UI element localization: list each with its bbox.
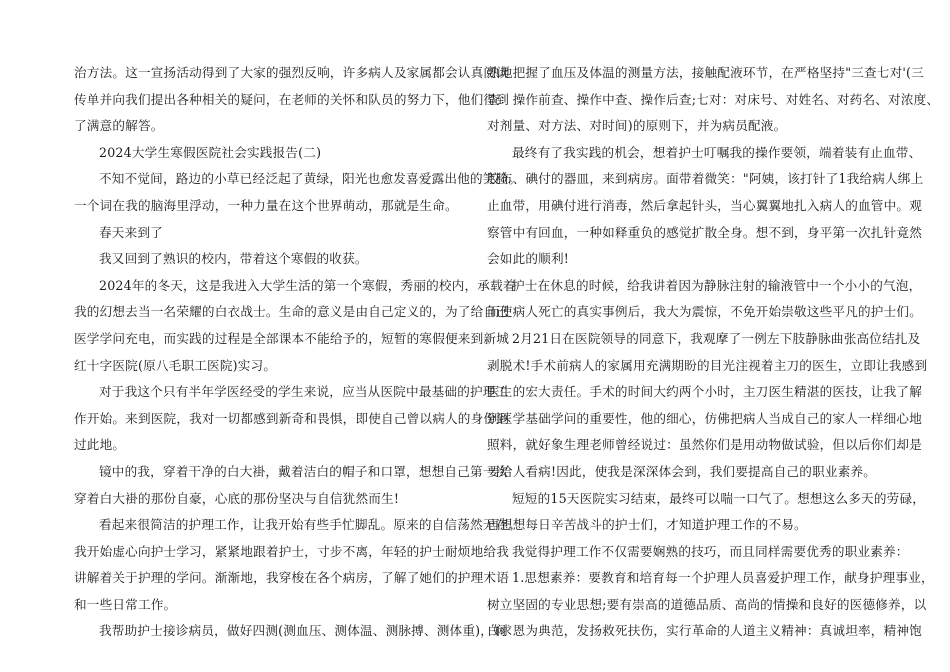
- text-line: 1.思想素养：要教育和培育每一个护理人员喜爱护理工作，献身护理事业，: [512, 570, 934, 586]
- text-line: 对于我这个只有半年学医经受的学生来说，应当从医院中最基础的护理工: [99, 384, 509, 400]
- text-line: 要给人看病!因此，使我是深深体会到，我们要提高自己的职业素养。: [487, 463, 877, 479]
- text-line: 传单并向我们提出各种相关的疑问，在老师的关怀和队员的努力下，他们得到: [74, 91, 509, 107]
- text-line: 和一些日常工作。: [74, 596, 177, 612]
- text-line: 再想想每日辛苦战斗的护士们，才知道护理工作的不易。: [487, 517, 807, 533]
- text-line: 春天来到了: [99, 224, 163, 240]
- text-line: 对剂量、对方法、对时间)的原则下，并为病员配液。: [487, 118, 787, 134]
- text-line: 察管中有回血，一种如释重负的感觉扩散全身。想不到，身平第一次扎针竟然: [487, 224, 922, 240]
- text-line: 作开始。来到医院，我对一切都感到新奇和畏惧，即使自己曾以病人的身份到: [74, 410, 509, 426]
- text-line: 治方法。这一宣扬活动得到了大家的强烈反响，许多病人及家属都会认真阅读: [74, 65, 509, 80]
- text-line: 讲解着关于护理的学问。渐渐地，我穿梭在各个病房，了解了她们的护理术语: [74, 570, 509, 586]
- right-text-column: [487, 60, 940, 645]
- text-line: 2024年的冬天，这是我进入大学生活的第一个寒假，秀丽的校内，承载着: [99, 277, 516, 293]
- text-line: 照料，就好象生理老师曾经说过：虽然你们是用动物做试验，但以后你们却是: [487, 437, 922, 453]
- text-line: 我的幻想去当一名荣耀的白衣战士。生命的意义是由自己定义的，为了给自己: [74, 304, 509, 320]
- text-line: 过此地。: [74, 437, 126, 453]
- text-line: 最终有了我实践的机会，想着护士叮嘱我的操作要领，端着装有止血带、: [512, 144, 922, 160]
- text-line: 会如此的顺利!: [487, 251, 570, 267]
- text-line: 护士在休息的时候，给我讲着因为静脉注射的输液管中一个小小的气泡，: [512, 277, 922, 293]
- text-line: 医生的宏大责任。手术的时间大约两个小时，主刀医生精湛的医技，让我了解: [487, 384, 922, 400]
- text-line: 到医学基础学问的重要性，他的细心，仿佛把病人当成自己的家人一样细心地: [487, 410, 922, 426]
- text-line: 镜中的我，穿着干净的白大褂，戴着洁白的帽子和口罩，想想自己第一次: [99, 463, 509, 479]
- text-line: 剥脱术!手术前病人的家属用充满期盼的目光注视着主刀的医生，立即让我感到: [487, 357, 928, 373]
- text-line: 一个词在我的脑海里浮动，一种力量在这个世界萌动，那就是生命。: [74, 197, 458, 213]
- text-line: 熟地把握了血压及体温的测量方法，接触配液环节，在严格坚持"三查七对'(三: [487, 65, 924, 80]
- text-line: 而使病人死亡的真实事例后，我大为震惊，不免开始崇敬这些平凡的护士们。: [487, 304, 922, 320]
- text-line: 红十字医院(原八毛职工医院)实习。: [74, 357, 277, 373]
- text-line: 我开始虚心向护士学习，紧紧地跟着护士，寸步不离，年轻的护士耐烦地给我: [74, 543, 509, 559]
- text-line: 我又回到了熟识的校内，带着这个寒假的收获。: [99, 251, 368, 267]
- text-line: 2月21日在医院领导的同意下，我观摩了一例左下肢静脉曲张高位结扎及: [512, 330, 921, 346]
- text-line: 止血带，用碘付进行消毒，然后拿起针头，当心翼翼地扎入病人的血管中。观: [487, 197, 922, 213]
- text-line: 2024大学生寒假医院社会实践报告(二): [99, 144, 322, 160]
- text-line: 短短的15天医院实习结束，最终可以喘一口气了。想想这么多天的劳碌，: [512, 490, 926, 506]
- text-line: 我觉得护理工作不仅需要娴熟的技巧，而且同样需要优秀的职业素养：: [512, 543, 909, 559]
- text-line: 胶布、碘付的器皿，来到病房。面带着微笑："阿姨，该打针了1我给病人绑上: [487, 171, 924, 187]
- text-line: 查：操作前查、操作中查、操作后查;七对：对床号、对姓名、对药名、对浓度、: [487, 91, 940, 107]
- text-line: 树立坚固的专业思想;要有崇高的道德品质、高尚的情操和良好的医德修养，以: [487, 596, 927, 612]
- text-line: 穿着白大褂的那份自豪，心底的那份坚决与自信犹然而生!: [74, 490, 400, 506]
- text-line: 了满意的解答。: [74, 118, 164, 134]
- text-line: 不知不觉间，路边的小草已经泛起了黄绿，阳光也愈发喜爱露出他的笑脸。: [99, 171, 522, 187]
- text-line: 我帮助护士接诊病员，做好四测(测血压、测体温、测脉搏、测体重)，娴: [99, 623, 506, 639]
- text-line: 看起来很简洁的护理工作，让我开始有些手忙脚乱。原来的自信荡然无存。: [99, 517, 522, 533]
- text-line: 白求恩为典范，发扬救死扶伤，实行革命的人道主义精神：真诚坦率，精神饱: [487, 623, 922, 639]
- text-line: 医学学问充电，而实践的过程是全部课本不能给予的，短暂的寒假便来到新城: [74, 330, 509, 346]
- left-text-column: [74, 60, 522, 645]
